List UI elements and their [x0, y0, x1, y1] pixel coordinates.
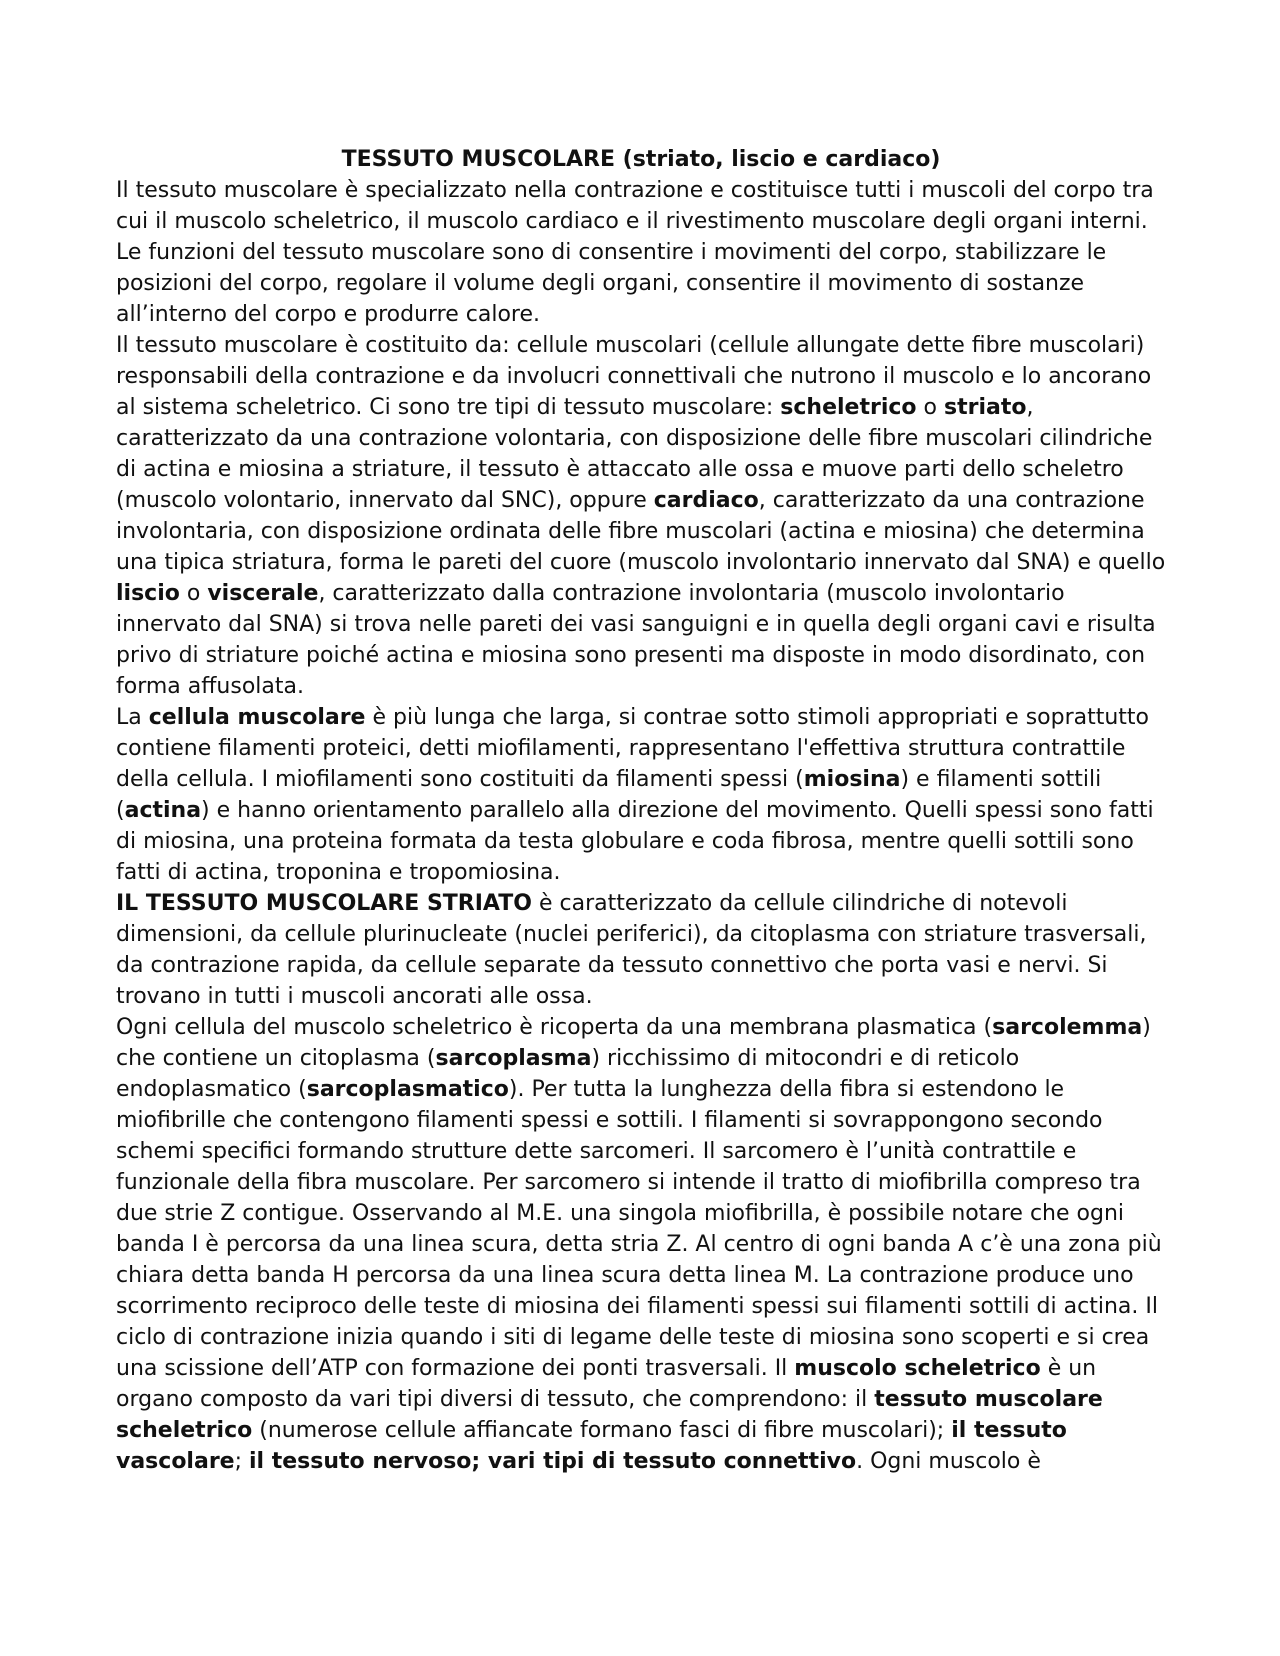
bold-text-run: tessuto muscolare scheletrico — [116, 1387, 1103, 1443]
text-run: è caratterizzato da cellule cilindriche di notevoli dimensioni, da cellule plurinucleate (nuclei periferici), da citoplasma con striature trasversali, da contrazione rapida, da cellule separate da tessuto connettivo che porta vasi e nervi. Si trovano in tutti i muscoli ancorati alle ossa. — [116, 891, 1147, 1009]
document-body — [116, 144, 1166, 1477]
text-run: ) ricchissimo di mitocondri e di reticolo endoplasmatico ( — [116, 1046, 1020, 1102]
bold-text-run: sarcoplasmatico — [306, 1077, 509, 1102]
text-run: (numerose cellule affiancate formano fasci di fibre muscolari); — [252, 1418, 952, 1443]
bold-text-run: il tessuto vascolare — [116, 1418, 1067, 1474]
text-run: è più lunga che larga, si contrae sotto stimoli appropriati e soprattutto contiene filamenti proteici, detti miofilamenti, rappresentano l'effettiva struttura contrattile della cellula. I miofilamenti sono costituiti da filamenti spessi ( — [116, 705, 1150, 792]
bold-text-run: cellula muscolare — [148, 705, 366, 730]
text-run: ; — [234, 1449, 249, 1474]
bold-text-run: viscerale — [207, 581, 319, 606]
text-run: Il tessuto muscolare è costituito da: cellule muscolari (cellule allungate dette fibre muscolari) responsabili della contrazione e da involucri connettivali che nutrono il muscolo e lo ancorano al sistema scheletrico. Ci sono tre tipi di tessuto muscolare: — [116, 333, 1152, 420]
paragraph — [116, 1012, 1166, 1477]
text-run: o — [179, 581, 208, 606]
text-run: ) e hanno orientamento parallelo alla direzione del movimento. Quelli spessi sono fatti di miosina, una proteina formata da testa globulare e coda fibrosa, mentre quelli sottili sono fatti di actina, troponina e tropomiosina. — [116, 798, 1154, 885]
text-run: , caratterizzato dalla contrazione involontaria (muscolo involontario innervato dal SNA) si trova nelle pareti dei vasi sanguigni e in quella degli organi cavi e risulta privo di striature poiché actina e miosina sono presenti ma disposte in modo disordinato, con forma affusolata. — [116, 581, 1156, 699]
text-run: ) e filamenti sottili ( — [116, 767, 1102, 823]
bold-text-run: IL TESSUTO MUSCOLARE STRIATO — [116, 891, 532, 916]
paragraph-list — [116, 175, 1166, 1477]
text-run: . Ogni muscolo è — [856, 1449, 1041, 1474]
paragraph — [116, 330, 1166, 702]
text-run: Il tessuto muscolare è specializzato nella contrazione e costituisce tutti i muscoli del corpo tra cui il muscolo scheletrico, il muscolo cardiaco e il rivestimento muscolare degli organi interni. Le funzioni del tessuto muscolare sono di consentire i movimenti del corpo, stabilizzare le posizioni del corpo, regolare il volume degli organi, consentire il movimento di sostanze all’interno del corpo e produrre calore. — [116, 178, 1154, 327]
bold-text-run: miosina — [803, 767, 901, 792]
bold-text-run: actina — [124, 798, 202, 823]
bold-text-run: liscio — [116, 581, 180, 606]
bold-text-run: cardiaco — [653, 488, 759, 513]
bold-text-run: sarcoplasma — [435, 1046, 592, 1071]
paragraph — [116, 175, 1166, 330]
text-run: Ogni cellula del muscolo scheletrico è ricoperta da una membrana plasmatica ( — [116, 1015, 993, 1040]
bold-text-run: striato — [944, 395, 1027, 420]
document-title: TESSUTO MUSCOLARE (striato, liscio e cardiaco) — [341, 147, 941, 172]
text-run: ). Per tutta la lunghezza della fibra si estendono le miofibrille che contengono filamenti spessi e sottili. I filamenti si sovrappongono secondo schemi specifici formando strutture dette sarcomeri. Il sarcomero è l’unità contrattile e funzionale della fibra muscolare. Per sarcomero si intende il tratto di miofibrilla compreso tra due strie Z contigue. Osservando al M.E. una singola miofibrilla, è possibile notare che ogni banda I è percorsa da una linea scura, detta stria Z. Al centro di ogni banda A c’è una zona più chiara detta banda H percorsa da una linea scura detta linea M. La contrazione produce uno scorrimento reciproco delle teste di miosina dei filamenti spessi sui filamenti sottili di actina. Il ciclo di contrazione inizia quando i siti di legame delle teste di miosina sono scoperti e si crea una scissione dell’ATP con formazione dei ponti trasversali. Il — [116, 1077, 1162, 1381]
text-run: è un organo composto da vari tipi diversi di tessuto, che comprendono: il — [116, 1356, 1097, 1412]
text-run: , caratterizzato da una contrazione volontaria, con disposizione delle fibre muscolari cilindriche di actina e miosina a striature, il tessuto è attaccato alle ossa e muove parti dello scheletro (muscolo volontario, innervato dal SNC), oppure — [116, 395, 1153, 513]
text-run: o — [916, 395, 944, 420]
bold-text-run: il tessuto nervoso; vari tipi di tessuto connettivo — [249, 1449, 857, 1474]
bold-text-run: muscolo scheletrico — [794, 1356, 1041, 1381]
text-run: , caratterizzato da una contrazione involontaria, con disposizione ordinata delle fibre muscolari (actina e miosina) che determina una tipica striatura, forma le pareti del cuore (muscolo involontario innervato dal SNA) e quello — [116, 488, 1166, 575]
text-run: ) che contiene un citoplasma ( — [116, 1015, 1151, 1071]
bold-text-run: scheletrico — [780, 395, 917, 420]
paragraph — [116, 888, 1166, 1012]
paragraph — [116, 702, 1166, 888]
bold-text-run: sarcolemma — [992, 1015, 1143, 1040]
text-run: La — [116, 705, 149, 730]
